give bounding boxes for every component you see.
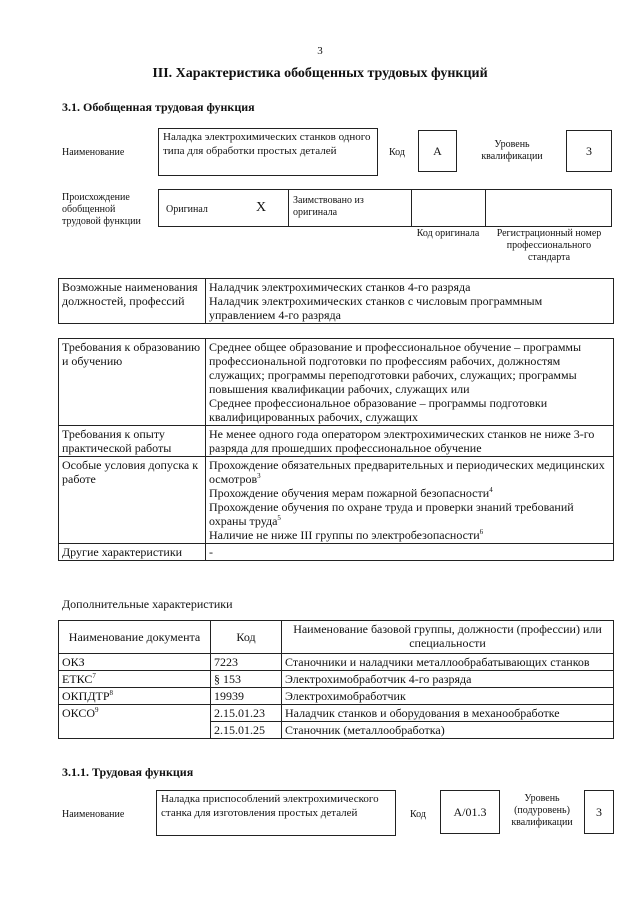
tf-level-value: 3 <box>584 790 614 834</box>
col-name-header: Наименование базовой группы, должности (профессии) или специальности <box>282 621 614 654</box>
gtf-original-mark: X <box>256 200 267 215</box>
footnote-ref: 5 <box>277 514 281 522</box>
gtf-code-value: А <box>418 130 457 172</box>
tf-name-label: Наименование <box>62 809 125 820</box>
page-number: 3 <box>317 45 323 57</box>
education-paragraph: Среднее общее образование и профессиональное обучение – программы профессиональной подготовки по профессиям рабочих, должностям служащих; программы переподготовки рабочих, служащих; программы повышения квалификации рабочих, служащих или <box>209 340 582 396</box>
experience-value: Не менее одного года оператором электрохимических станков не ниже 3-го разряда для прошедших профессиональное обучение <box>206 426 614 457</box>
gtf-name-value: Наладка электрохимических станков одного типа для обработки простых деталей <box>158 128 378 176</box>
other-value: - <box>206 544 614 561</box>
position-line: Наладчик электрохимических станков с числовым программным управлением 4-го разряда <box>209 294 543 322</box>
gtf-reg-number-cell <box>485 189 612 227</box>
condition-item: Наличие не ниже III группы по электробезопасности$^6$ <box>209 528 484 542</box>
conditions-value <box>206 457 614 544</box>
gtf-name-label: Наименование <box>62 147 125 158</box>
tf-code-value: A/01.3 <box>440 790 500 834</box>
table-row: 2.15.01.25 Станочник (металлообработка) <box>59 722 614 739</box>
tf-title: 3.1.1. Трудовая функция <box>62 765 194 779</box>
additional-title: Дополнительные характеристики <box>62 597 233 611</box>
col-doc-header: Наименование документа <box>59 621 211 654</box>
gtf-origin-label: Происхождение обобщенной трудовой функции <box>62 192 141 227</box>
requirements-table <box>58 338 614 561</box>
col-code-header: Код <box>211 621 282 654</box>
positions-label: Возможные наименования должностей, профессий <box>59 279 206 324</box>
gtf-level-value: 3 <box>566 130 612 172</box>
condition-item: Прохождение обучения мерам пожарной безопасности$^4$ <box>209 486 493 500</box>
gtf-original-label: Оригинал <box>166 204 208 215</box>
gtf-code-original-cell <box>411 189 486 227</box>
gtf-borrowed-label: Заимствовано из оригинала <box>288 189 412 227</box>
footnote-ref: 3 <box>257 472 261 480</box>
experience-label: Требования к опыту практической работы <box>59 426 206 457</box>
condition-item: Прохождение обучения по охране труда и проверки знаний требований охраны труда$^5$ <box>209 500 574 528</box>
gtf-code-label: Код <box>389 147 405 158</box>
section-title: III. Характеристика обобщенных трудовых функций <box>152 66 488 81</box>
positions-values <box>206 279 614 324</box>
gtf-level-label: Уровень квалификации <box>481 139 543 162</box>
table-row: ОКСО$^9$ 2.15.01.23 Наладчик станков и оборудования в механообработке <box>59 705 614 722</box>
other-label: Другие характеристики <box>59 544 206 561</box>
condition-item: Прохождение обязательных предварительных и периодических медицинских осмотров$^3$ <box>209 458 605 486</box>
position-line: Наладчик электрохимических станков 4-го разряда <box>209 280 471 294</box>
footnote-ref: 6 <box>479 528 484 536</box>
table-row: ЕТКС$^7$ § 153 Электрохимобработчик 4-го разряда <box>59 671 614 688</box>
education-label: Требования к образованию и обучению <box>59 339 206 426</box>
conditions-label: Особые условия допуска к работе <box>59 457 206 544</box>
tf-code-label: Код <box>410 809 426 820</box>
footnote-ref: 4 <box>489 486 493 494</box>
table-row: ОКЗ 7223 Станочники и наладчики металлообрабатывающих станков <box>59 654 614 671</box>
subsection-title: 3.1. Обобщенная трудовая функция <box>62 100 255 114</box>
table-row: ОКПДТР$^8$ 19939 Электрохимобработчик <box>59 688 614 705</box>
gtf-reg-number-label: Регистрационный номер профессионального стандарта <box>496 228 602 263</box>
education-value <box>206 339 614 426</box>
additional-table <box>58 620 614 739</box>
positions-table <box>58 278 614 324</box>
tf-level-label: Уровень (подуровень) квалификации <box>511 793 573 828</box>
tf-name-value: Наладка приспособлений электрохимического станка для изготовления простых деталей <box>156 790 396 836</box>
education-paragraph: Среднее профессиональное образование – программы подготовки квалифицированных рабочих, служащих <box>209 396 548 424</box>
gtf-code-original-label: Код оригинала <box>416 228 480 239</box>
